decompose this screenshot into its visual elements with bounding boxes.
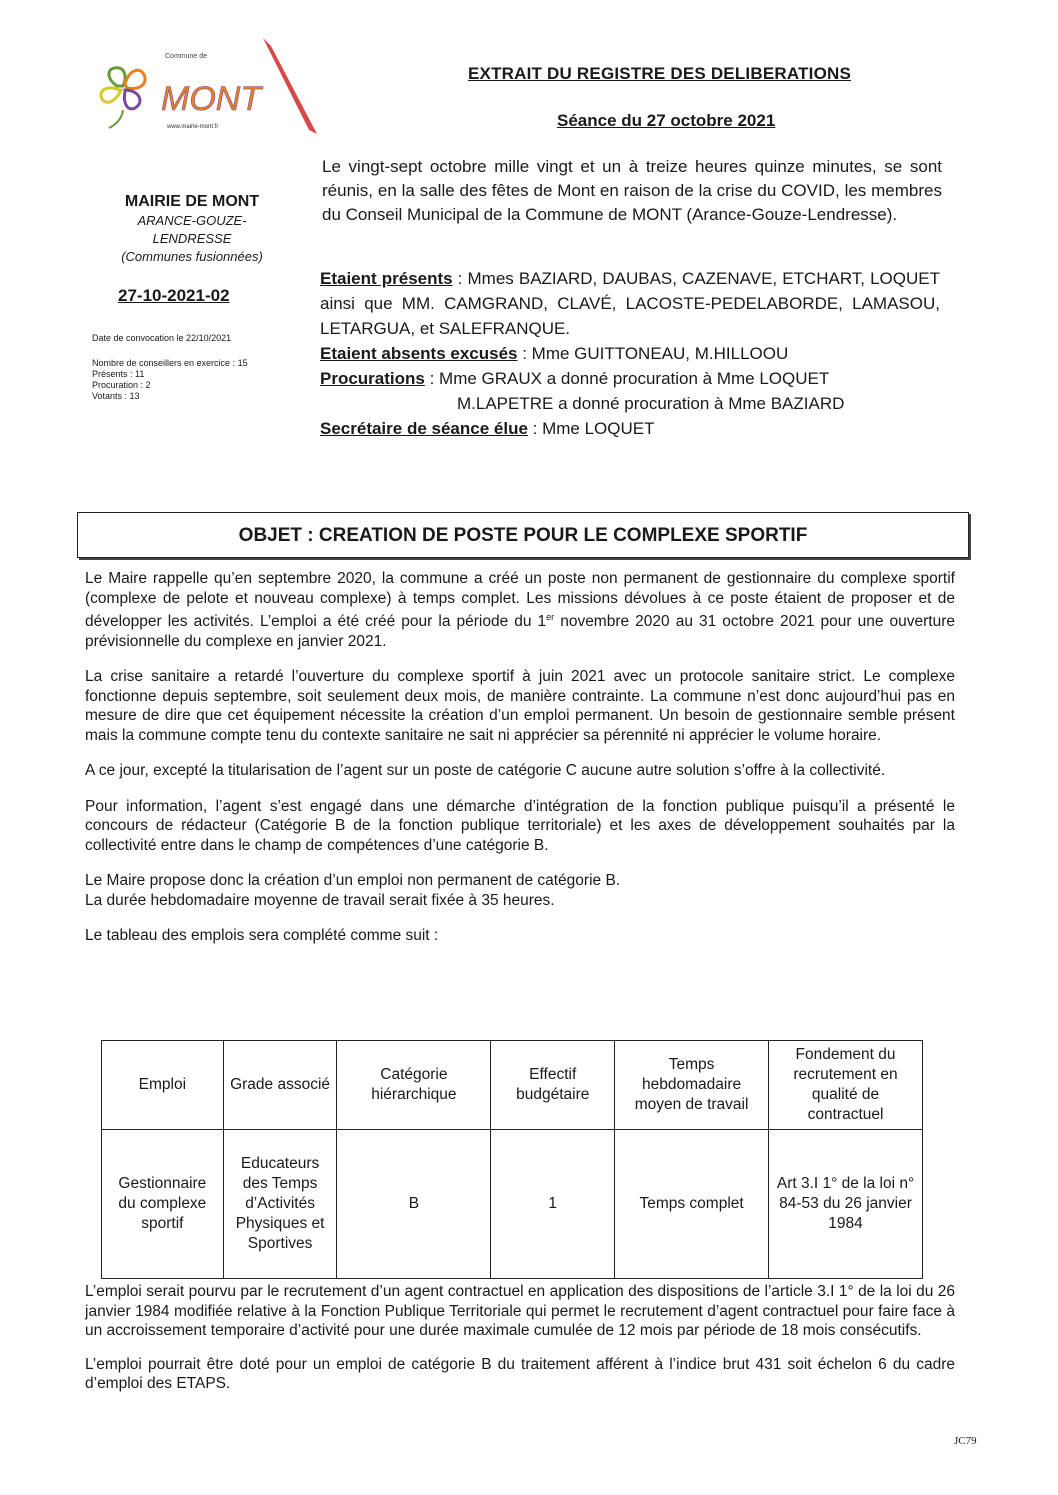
object-box	[77, 512, 969, 558]
session-date: Séance du 27 octobre 2021	[557, 111, 776, 130]
paragraph-2: La crise sanitaire a retardé l’ouverture du complexe sportif à juin 2021 avec un protocole sanitaire strict. Le complexe fonctionne depuis septembre, soit seulement deux mois, de manière contrainte. La commune n’est donc aujourd’hui pas en mesure de dire que cet équipement nécessite la création d’un emploi permanent. Un besoin de gestionnaire semble présent mais la commune compte tenu du contexte sanitaire ne sait ni apprécier sa pérennité ni apprécier le volume horaire.	[85, 668, 955, 744]
table-header: Effectif budgétaire	[491, 1041, 615, 1130]
paragraph-7: L’emploi serait pourvu par le recrutement d’un agent contractuel en application des dispositions de l’article 3.I 1° de la loi du 26 janvier 1984 modifiée relative à la Fonction Publique Territoriale qui permet le recrutement d’agent contractuel pour faire face à un accroissement temporaire d’activité pour une durée maximale cumulée de 12 mois par période de 18 mois consécutifs.	[85, 1283, 955, 1339]
table-header: Emploi	[102, 1041, 224, 1130]
mairie-sub1: ARANCE-GOUZE-	[137, 213, 247, 228]
paragraph-4: Pour information, l’agent s’est engagé dans une démarche d’intégration de la fonction publique puisqu’il a présenté le concours de rédacteur (Catégorie B de la fonction publique territoriale) et les axes de développement souhaités par la collectivité entre dans le champ de compétences d’une catégorie B.	[85, 797, 955, 854]
mairie-sub2: LENDRESSE	[152, 231, 232, 246]
counts-block	[92, 358, 248, 402]
attendance-block	[320, 266, 940, 441]
table-header: Grade associé	[223, 1041, 337, 1130]
table-cell: Gestionnaire du complexe sportif	[102, 1130, 224, 1279]
count-line: Nombre de conseillers en exercice : 15	[92, 358, 248, 368]
proxy-text-1: : Mme GRAUX a donné procuration à Mme LOQUET	[424, 369, 830, 388]
paragraph-1-b: novembre 2020 au 31 octobre 2021 pour une ouverture prévisionnelle du complexe en janvier 2021.	[85, 613, 955, 650]
mairie-block	[92, 193, 292, 265]
table-header: Catégorie hiérarchique	[337, 1041, 491, 1130]
table-cell: 1	[491, 1130, 615, 1279]
logo-small-text: Commune de	[165, 53, 208, 60]
absent-label: Etaient absents excusés	[320, 344, 518, 363]
table-header: Temps hebdomadaire moyen de travail	[615, 1041, 769, 1130]
present-label: Etaient présents	[320, 269, 453, 288]
intro-paragraph: Le vingt-sept octobre mille vingt et un à treize heures quinze minutes, se sont réunis, en la salle des fêtes de Mont en raison de la crise du COVID, les membres du Conseil Municipal de la Commune de MONT (Arance-Gouze-Lendresse).	[322, 157, 942, 224]
mairie-sub3: (Communes fusionnées)	[121, 249, 263, 264]
body-text	[85, 569, 955, 962]
paragraph-1-a: Le Maire rappelle qu’en septembre 2020, la commune a créé un poste non permanent de gestionnaire du complexe sportif (complexe de pelote et nouveau complexe) à temps complet. Les missions dévolues à ce poste étaient de proposer et de développer les activités. L’emploi a été créé pour la période du 1	[85, 570, 955, 631]
table-cell: Educateurs des Temps d’Activités Physiques et Sportives	[223, 1130, 337, 1279]
paragraph-1-sup: er	[546, 612, 555, 622]
commune-logo	[95, 38, 325, 148]
paragraph-8: L’emploi pourrait être doté pour un emploi de catégorie B du traitement afférent à l’indice brut 431 soit échelon 6 du cadre d’emploi des ETAPS.	[85, 1355, 955, 1392]
count-line: Votants : 13	[92, 391, 140, 401]
proxy-line	[320, 366, 940, 391]
secretary-text: : Mme LOQUET	[527, 419, 655, 438]
table-cell: Temps complet	[615, 1130, 769, 1279]
proxy-label: Procurations	[320, 369, 425, 388]
table-cell: Art 3.I 1° de la loi n° 84-53 du 26 janvier 1984	[769, 1130, 923, 1279]
after-table-text	[85, 1282, 955, 1408]
absent-text: : Mme GUITTONEAU, M.HILLOOU	[517, 344, 789, 363]
mairie-name: MAIRIE DE MONT	[124, 193, 260, 210]
paragraph-5b: La durée hebdomadaire moyenne de travail serait fixée à 35 heures.	[85, 891, 555, 909]
convocation-date: Date de convocation le 22/10/2021	[92, 333, 232, 343]
count-line: Procuration : 2	[92, 380, 151, 390]
footer-code: JC79	[954, 1435, 977, 1447]
paragraph-1	[85, 569, 955, 651]
secretary-line	[320, 416, 940, 441]
proxy-line-2: M.LAPETRE a donné procuration à Mme BAZIARD	[457, 394, 845, 413]
secretary-label: Secrétaire de séance élue	[320, 419, 528, 438]
logo-url: www.mairie-mont.fr	[167, 124, 219, 130]
emplois-table	[101, 1040, 923, 1279]
table-header-row	[102, 1041, 923, 1130]
object-title: OBJET : CREATION DE POSTE POUR LE COMPLEXE SPORTIF	[238, 525, 808, 546]
deliberation-reference: 27-10-2021-02	[118, 286, 230, 305]
paragraph-6: Le tableau des emplois sera complété comme suit :	[85, 927, 439, 945]
count-line: Présents : 11	[92, 369, 145, 379]
present-line	[320, 266, 940, 341]
table-row	[102, 1130, 923, 1279]
table-cell: B	[337, 1130, 491, 1279]
absent-line	[320, 341, 940, 366]
paragraph-3: A ce jour, excepté la titularisation de l’agent sur un poste de catégorie C aucune autre solution s’offre à la collectivité.	[85, 762, 886, 780]
document-title: EXTRAIT DU REGISTRE DES DELIBERATIONS	[468, 64, 852, 83]
present-text: : Mmes BAZIARD, DAUBAS, CAZENAVE, ETCHART, LOQUET ainsi que MM. CAMGRAND, CLAVÉ, LACOSTE-PEDELABORDE, LAMASOU, LETARGUA, et SALEFRANQUE.	[320, 269, 940, 338]
logo-word: MONT	[161, 80, 262, 118]
paragraph-5a: Le Maire propose donc la création d’un emploi non permanent de catégorie B.	[85, 872, 621, 890]
table-header: Fondement du recrutement en qualité de contractuel	[769, 1041, 923, 1130]
